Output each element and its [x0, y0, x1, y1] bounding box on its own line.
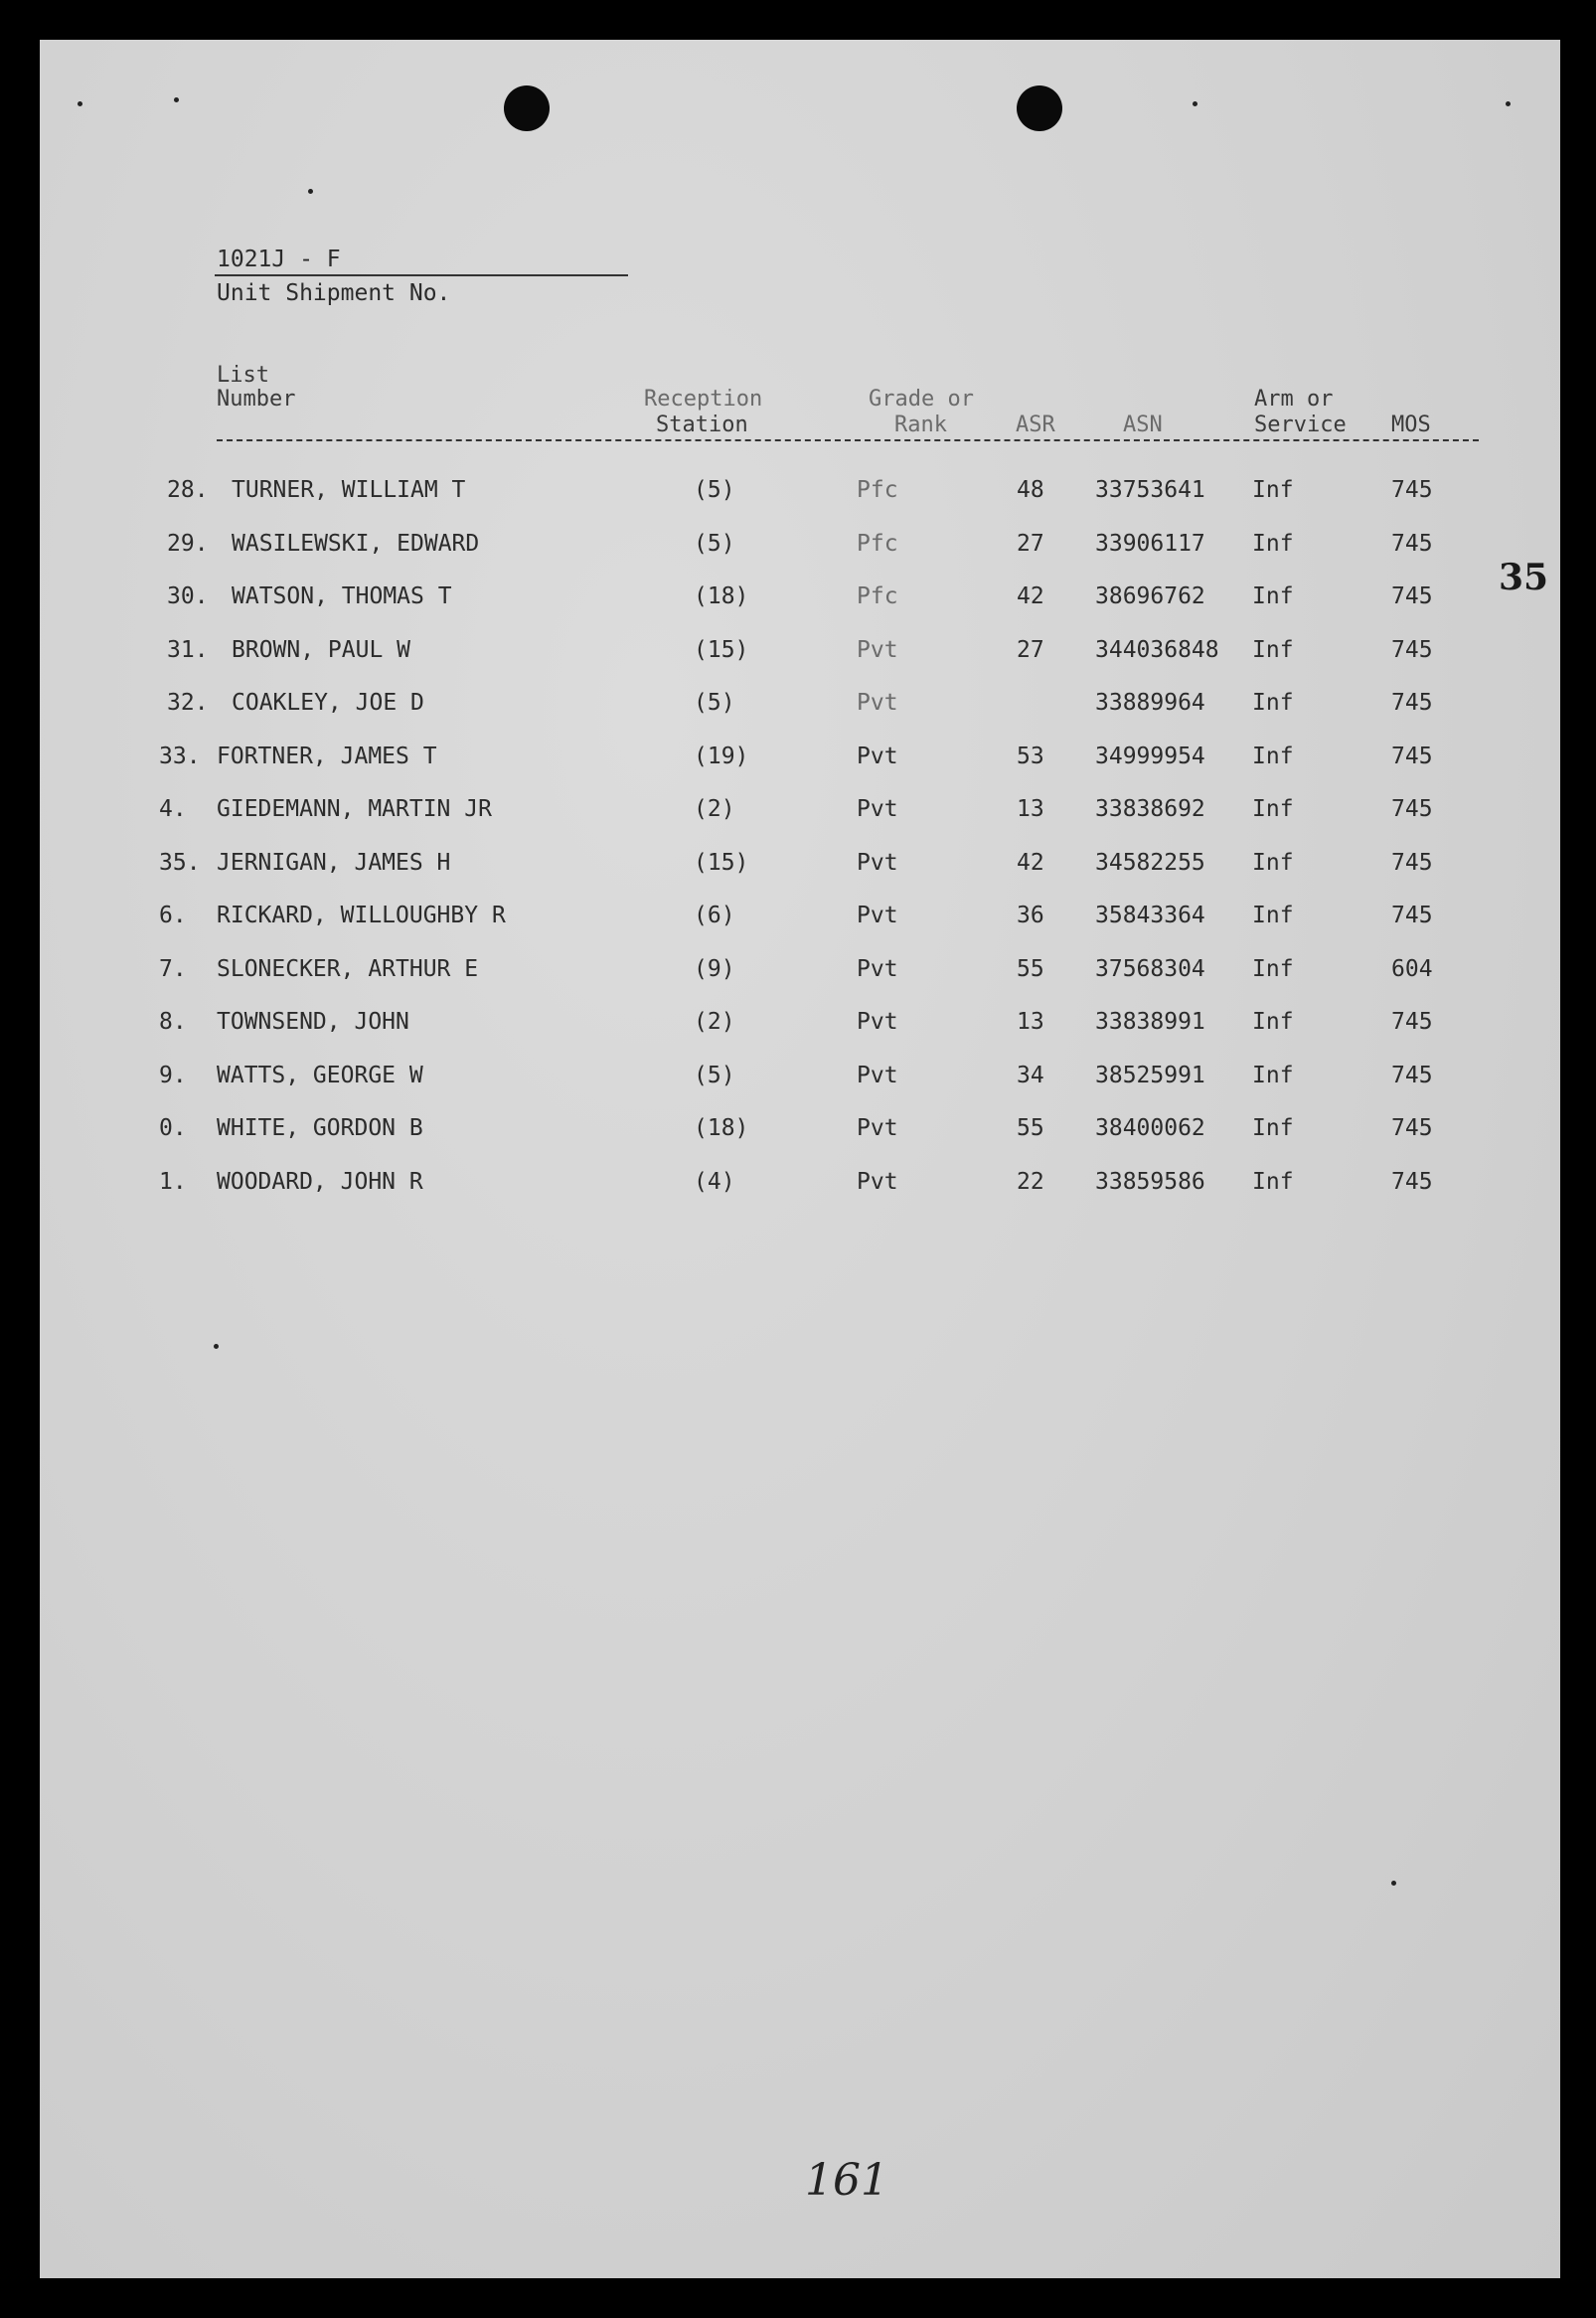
- row-asr: 55: [1017, 956, 1044, 982]
- col-header-mos: MOS: [1391, 413, 1431, 437]
- row-name: JERNIGAN, JAMES H: [217, 850, 451, 876]
- row-arm-service: Inf: [1252, 850, 1294, 876]
- row-asn: 33889964: [1095, 690, 1205, 716]
- row-reception-station: (6): [694, 903, 735, 928]
- row-arm-service: Inf: [1252, 690, 1294, 716]
- row-arm-service: Inf: [1252, 956, 1294, 982]
- speck: [214, 1344, 219, 1349]
- row-asr: 27: [1017, 637, 1044, 663]
- row-asn: 34582255: [1095, 850, 1205, 876]
- row-number: 28.: [167, 477, 209, 503]
- row-grade: Pvt: [857, 1169, 898, 1195]
- row-mos: 745: [1391, 583, 1433, 609]
- punch-hole-left: [504, 85, 550, 131]
- row-arm-service: Inf: [1252, 1169, 1294, 1195]
- row-number: 1.: [159, 1169, 187, 1195]
- col-header-list-number-line2: Number: [217, 387, 296, 412]
- row-name: WASILEWSKI, EDWARD: [232, 531, 480, 557]
- row-asr: 53: [1017, 744, 1044, 769]
- row-asn: 33906117: [1095, 531, 1205, 557]
- row-grade: Pfc: [857, 583, 898, 609]
- punch-hole-right: [1017, 85, 1062, 131]
- row-grade: Pvt: [857, 796, 898, 822]
- row-number: 35.: [159, 850, 201, 876]
- row-mos: 745: [1391, 796, 1433, 822]
- row-reception-station: (5): [694, 690, 735, 716]
- col-header-reception-line2: Station: [656, 413, 748, 437]
- row-number: 29.: [167, 531, 209, 557]
- row-arm-service: Inf: [1252, 903, 1294, 928]
- speck: [1506, 101, 1511, 106]
- row-arm-service: Inf: [1252, 1063, 1294, 1088]
- row-mos: 745: [1391, 903, 1433, 928]
- row-asn: 34999954: [1095, 744, 1205, 769]
- row-mos: 745: [1391, 531, 1433, 557]
- col-header-arm-line2: Service: [1254, 413, 1347, 437]
- row-grade: Pvt: [857, 850, 898, 876]
- row-mos: 745: [1391, 744, 1433, 769]
- row-reception-station: (18): [694, 583, 749, 609]
- row-number: 31.: [167, 637, 209, 663]
- shipment-number: 1021J - F: [217, 247, 341, 272]
- row-grade: Pvt: [857, 637, 898, 663]
- row-asr: 55: [1017, 1115, 1044, 1141]
- row-arm-service: Inf: [1252, 744, 1294, 769]
- header-rule: [217, 439, 1479, 441]
- row-mos: 745: [1391, 637, 1433, 663]
- row-reception-station: (18): [694, 1115, 749, 1141]
- row-number: 6.: [159, 903, 187, 928]
- side-mark: 35: [1499, 557, 1549, 598]
- row-asn: 33753641: [1095, 477, 1205, 503]
- row-number: 8.: [159, 1009, 187, 1035]
- row-number: 30.: [167, 583, 209, 609]
- col-header-grade-line1: Grade or: [869, 387, 974, 412]
- row-arm-service: Inf: [1252, 796, 1294, 822]
- row-asn: 38525991: [1095, 1063, 1205, 1088]
- row-asn: 33838692: [1095, 796, 1205, 822]
- row-grade: Pvt: [857, 1063, 898, 1088]
- row-number: 7.: [159, 956, 187, 982]
- row-asn: 37568304: [1095, 956, 1205, 982]
- speck: [1193, 101, 1197, 106]
- row-number: 33.: [159, 744, 201, 769]
- row-asn: 38400062: [1095, 1115, 1205, 1141]
- col-header-grade-line2: Rank: [894, 413, 947, 437]
- row-asr: 48: [1017, 477, 1044, 503]
- row-grade: Pvt: [857, 956, 898, 982]
- row-reception-station: (5): [694, 1063, 735, 1088]
- row-reception-station: (2): [694, 1009, 735, 1035]
- row-reception-station: (15): [694, 850, 749, 876]
- row-name: WATSON, THOMAS T: [232, 583, 452, 609]
- row-number: 0.: [159, 1115, 187, 1141]
- speck: [1391, 1881, 1396, 1886]
- row-grade: Pvt: [857, 1115, 898, 1141]
- row-name: FORTNER, JAMES T: [217, 744, 437, 769]
- document-page: [40, 40, 1560, 2278]
- row-number: 9.: [159, 1063, 187, 1088]
- row-arm-service: Inf: [1252, 637, 1294, 663]
- row-asr: 13: [1017, 1009, 1044, 1035]
- row-mos: 604: [1391, 956, 1433, 982]
- row-mos: 745: [1391, 1063, 1433, 1088]
- row-name: BROWN, PAUL W: [232, 637, 411, 663]
- row-asr: 36: [1017, 903, 1044, 928]
- shipment-underline: [215, 274, 628, 276]
- shipment-label: Unit Shipment No.: [217, 280, 451, 306]
- row-reception-station: (15): [694, 637, 749, 663]
- row-arm-service: Inf: [1252, 583, 1294, 609]
- col-header-reception-line1: Reception: [644, 387, 763, 412]
- row-name: SLONECKER, ARTHUR E: [217, 956, 479, 982]
- row-arm-service: Inf: [1252, 1115, 1294, 1141]
- col-header-list-number-line1: List: [217, 363, 269, 388]
- row-name: COAKLEY, JOE D: [232, 690, 424, 716]
- row-number: 32.: [167, 690, 209, 716]
- row-name: GIEDEMANN, MARTIN JR: [217, 796, 492, 822]
- col-header-asn: ASN: [1123, 413, 1163, 437]
- speck: [174, 97, 179, 102]
- row-reception-station: (5): [694, 531, 735, 557]
- row-reception-station: (9): [694, 956, 735, 982]
- row-asr: 42: [1017, 583, 1044, 609]
- row-name: WATTS, GEORGE W: [217, 1063, 423, 1088]
- row-asr: 34: [1017, 1063, 1044, 1088]
- row-grade: Pfc: [857, 477, 898, 503]
- speck: [308, 189, 313, 194]
- row-number: 4.: [159, 796, 187, 822]
- row-grade: Pvt: [857, 690, 898, 716]
- row-grade: Pvt: [857, 744, 898, 769]
- row-arm-service: Inf: [1252, 477, 1294, 503]
- row-asr: 22: [1017, 1169, 1044, 1195]
- row-asn: 33859586: [1095, 1169, 1205, 1195]
- col-header-arm-line1: Arm or: [1254, 387, 1334, 412]
- speck: [78, 101, 82, 106]
- row-name: WOODARD, JOHN R: [217, 1169, 423, 1195]
- row-reception-station: (19): [694, 744, 749, 769]
- row-asr: 13: [1017, 796, 1044, 822]
- row-grade: Pfc: [857, 531, 898, 557]
- row-mos: 745: [1391, 477, 1433, 503]
- row-asn: 38696762: [1095, 583, 1205, 609]
- row-mos: 745: [1391, 690, 1433, 716]
- row-name: TOWNSEND, JOHN: [217, 1009, 409, 1035]
- row-reception-station: (4): [694, 1169, 735, 1195]
- row-grade: Pvt: [857, 903, 898, 928]
- row-asn: 35843364: [1095, 903, 1205, 928]
- row-arm-service: Inf: [1252, 531, 1294, 557]
- row-asn: 344036848: [1095, 637, 1219, 663]
- row-asr: 42: [1017, 850, 1044, 876]
- row-grade: Pvt: [857, 1009, 898, 1035]
- row-mos: 745: [1391, 1115, 1433, 1141]
- row-asn: 33838991: [1095, 1009, 1205, 1035]
- row-asr: 27: [1017, 531, 1044, 557]
- row-arm-service: Inf: [1252, 1009, 1294, 1035]
- col-header-asr: ASR: [1016, 413, 1055, 437]
- row-name: TURNER, WILLIAM T: [232, 477, 466, 503]
- row-reception-station: (2): [694, 796, 735, 822]
- row-mos: 745: [1391, 1009, 1433, 1035]
- row-reception-station: (5): [694, 477, 735, 503]
- row-name: WHITE, GORDON B: [217, 1115, 423, 1141]
- row-mos: 745: [1391, 850, 1433, 876]
- row-mos: 745: [1391, 1169, 1433, 1195]
- row-name: RICKARD, WILLOUGHBY R: [217, 903, 506, 928]
- page-number: 161: [805, 2155, 888, 2206]
